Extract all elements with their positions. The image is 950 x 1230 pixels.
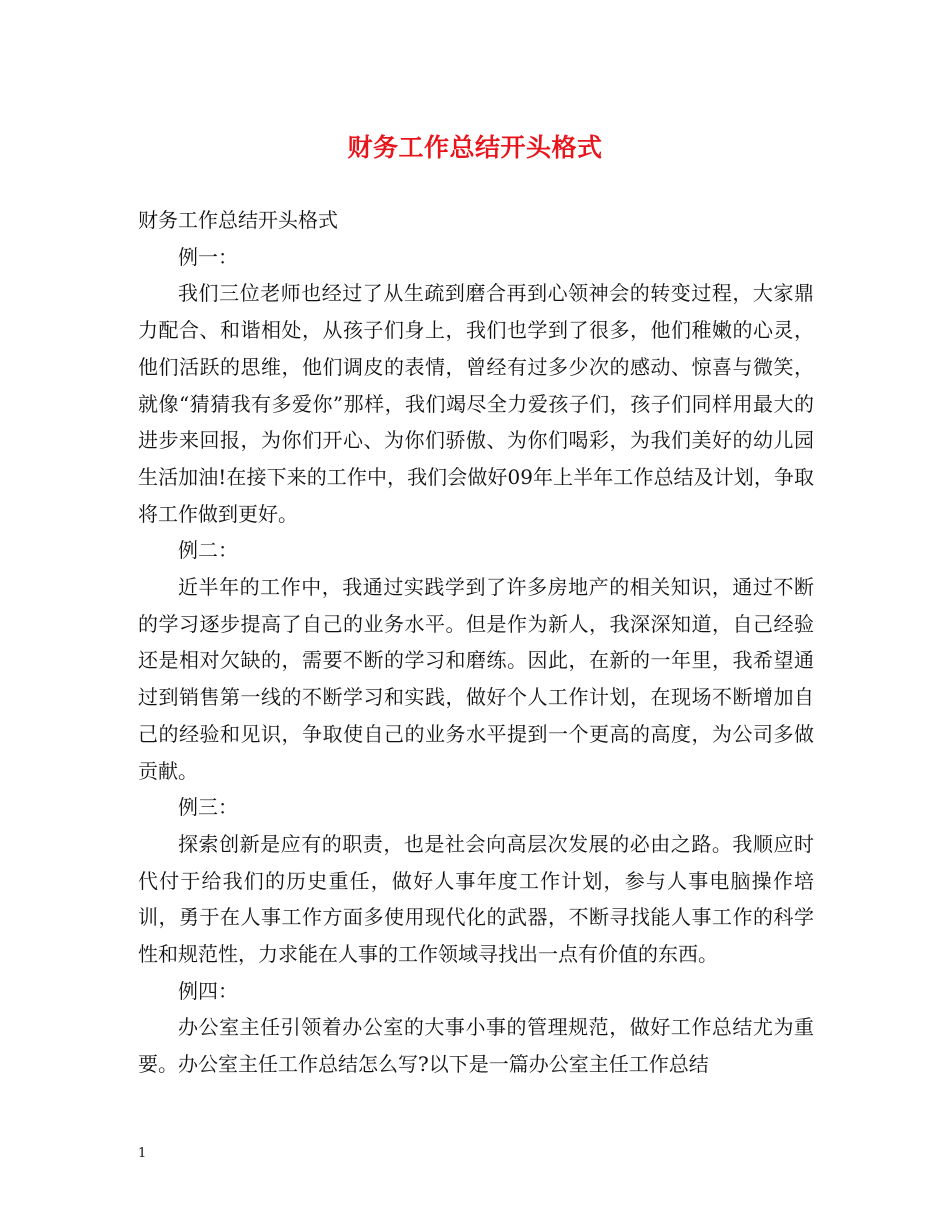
document-subtitle: 财务工作总结开头格式: [138, 208, 338, 232]
example-paragraph-2: 近半年的工作中，我通过实践学到了许多房地产的相关知识，通过不断的学习逐步提高了自己的业务水平。但是作为新人，我深深知道，自己经验还是相对欠缺的，需要不断的学习和磨练。因此，在新的一年里，我希望通过到销售第一线的不断学习和实践，做好个人工作计划，在现场不断增加自己的经验和见识，争取使自己的业务水平提到一个更高的高度，为公司多做贡献。: [138, 575, 814, 783]
example-heading-2: 例二：: [178, 538, 238, 563]
example-paragraph-3: 探索创新是应有的职责，也是社会向高层次发展的必由之路。我顺应时代付于给我们的历史重任，做好人事年度工作计划，参与人事电脑操作培训，勇于在人事工作方面多使用现代化的武器，不断寻找能人事工作的科学性和规范性，力求能在人事的工作领域寻找出一点有价值的东西。: [138, 831, 814, 967]
example-paragraph-4: 办公室主任引领着办公室的大事小事的管理规范，做好工作总结尤为重要。办公室主任工作总结怎么写?以下是一篇办公室主任工作总结: [138, 1015, 814, 1077]
page-number: 1: [138, 1146, 147, 1161]
example-heading-1: 例一：: [178, 244, 238, 269]
example-heading-4: 例四：: [178, 978, 238, 1003]
example-heading-3: 例三：: [178, 795, 238, 820]
document-body: [138, 202, 814, 1083]
example-paragraph-1: 我们三位老师也经过了从生疏到磨合再到心领神会的转变过程，大家鼎力配合、和谐相处，从孩子们身上，我们也学到了很多，他们稚嫩的心灵，他们活跃的思维，他们调皮的表情，曾经有过多少次的感动、惊喜与微笑，就像“猜猜我有多爱你”那样，我们竭尽全力爱孩子们，孩子们同样用最大的进步来回报，为你们开心、为你们骄傲、为你们喝彩，为我们美好的幼儿园生活加油!在接下来的工作中，我们会做好09年上半年工作总结及计划，争取将工作做到更好。: [138, 281, 814, 526]
document-title: 财务工作总结开头格式: [347, 133, 603, 162]
